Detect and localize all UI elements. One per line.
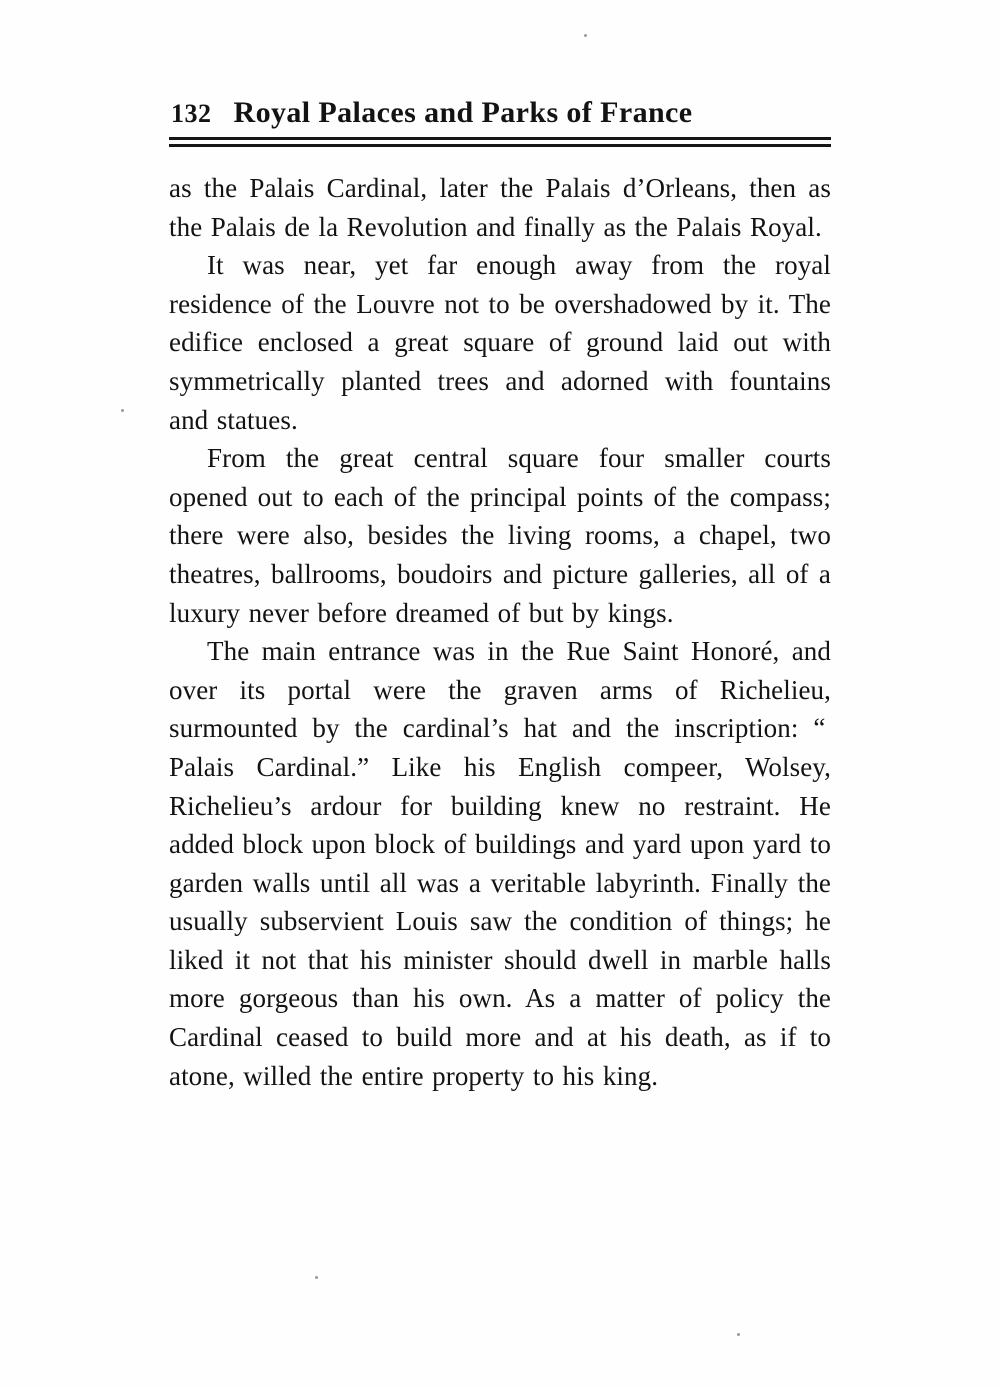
header-rule [169,137,831,147]
paragraph: From the great central square four smaller courts opened out to each of the principal points of the compass; there were also, besides the living rooms, a chapel, two theatres, ballrooms, boudoirs and picture galleries, all of a luxury never before dreamed of but by kings. [169,443,831,628]
page-number: 132 [171,99,212,128]
scan-artifact [737,1333,740,1336]
scan-artifact [584,34,587,37]
scan-artifact [121,409,124,412]
paragraph: It was near, yet far enough away from the royal residence of the Louvre not to be overshadowed by it. The edifice enclosed a great square of ground laid out with symmetrically planted trees and adorned with fountains and statues. [169,250,831,435]
page-header [169,96,831,130]
header-title: Royal Palaces and Parks of France [233,96,693,129]
paragraph: The main entrance was in the Rue Saint Honoré, and over its portal were the graven arms of Richelieu, surmounted by the cardinal’s hat and the inscription: “ Palais Cardinal.” Like his English compeer, Wolsey, Richelieu’s ardour for building knew no restraint. He added block upon block of buildings and yard upon yard to garden walls until all was a veritable labyrinth. Finally the usually subservient Louis saw the condition of things; he liked it not that his minister should dwell in marble halls more gorgeous than his own. As a matter of policy the Cardinal ceased to build more and at his death, as if to atone, willed the entire property to his king. [169,636,831,1091]
scan-artifact [315,1276,318,1279]
body-text [169,169,831,1095]
page-content [169,0,831,1095]
paragraph: as the Palais Cardinal, later the Palais d’Orleans, then as the Palais de la Revolution and finally as the Palais Royal. [169,173,831,242]
